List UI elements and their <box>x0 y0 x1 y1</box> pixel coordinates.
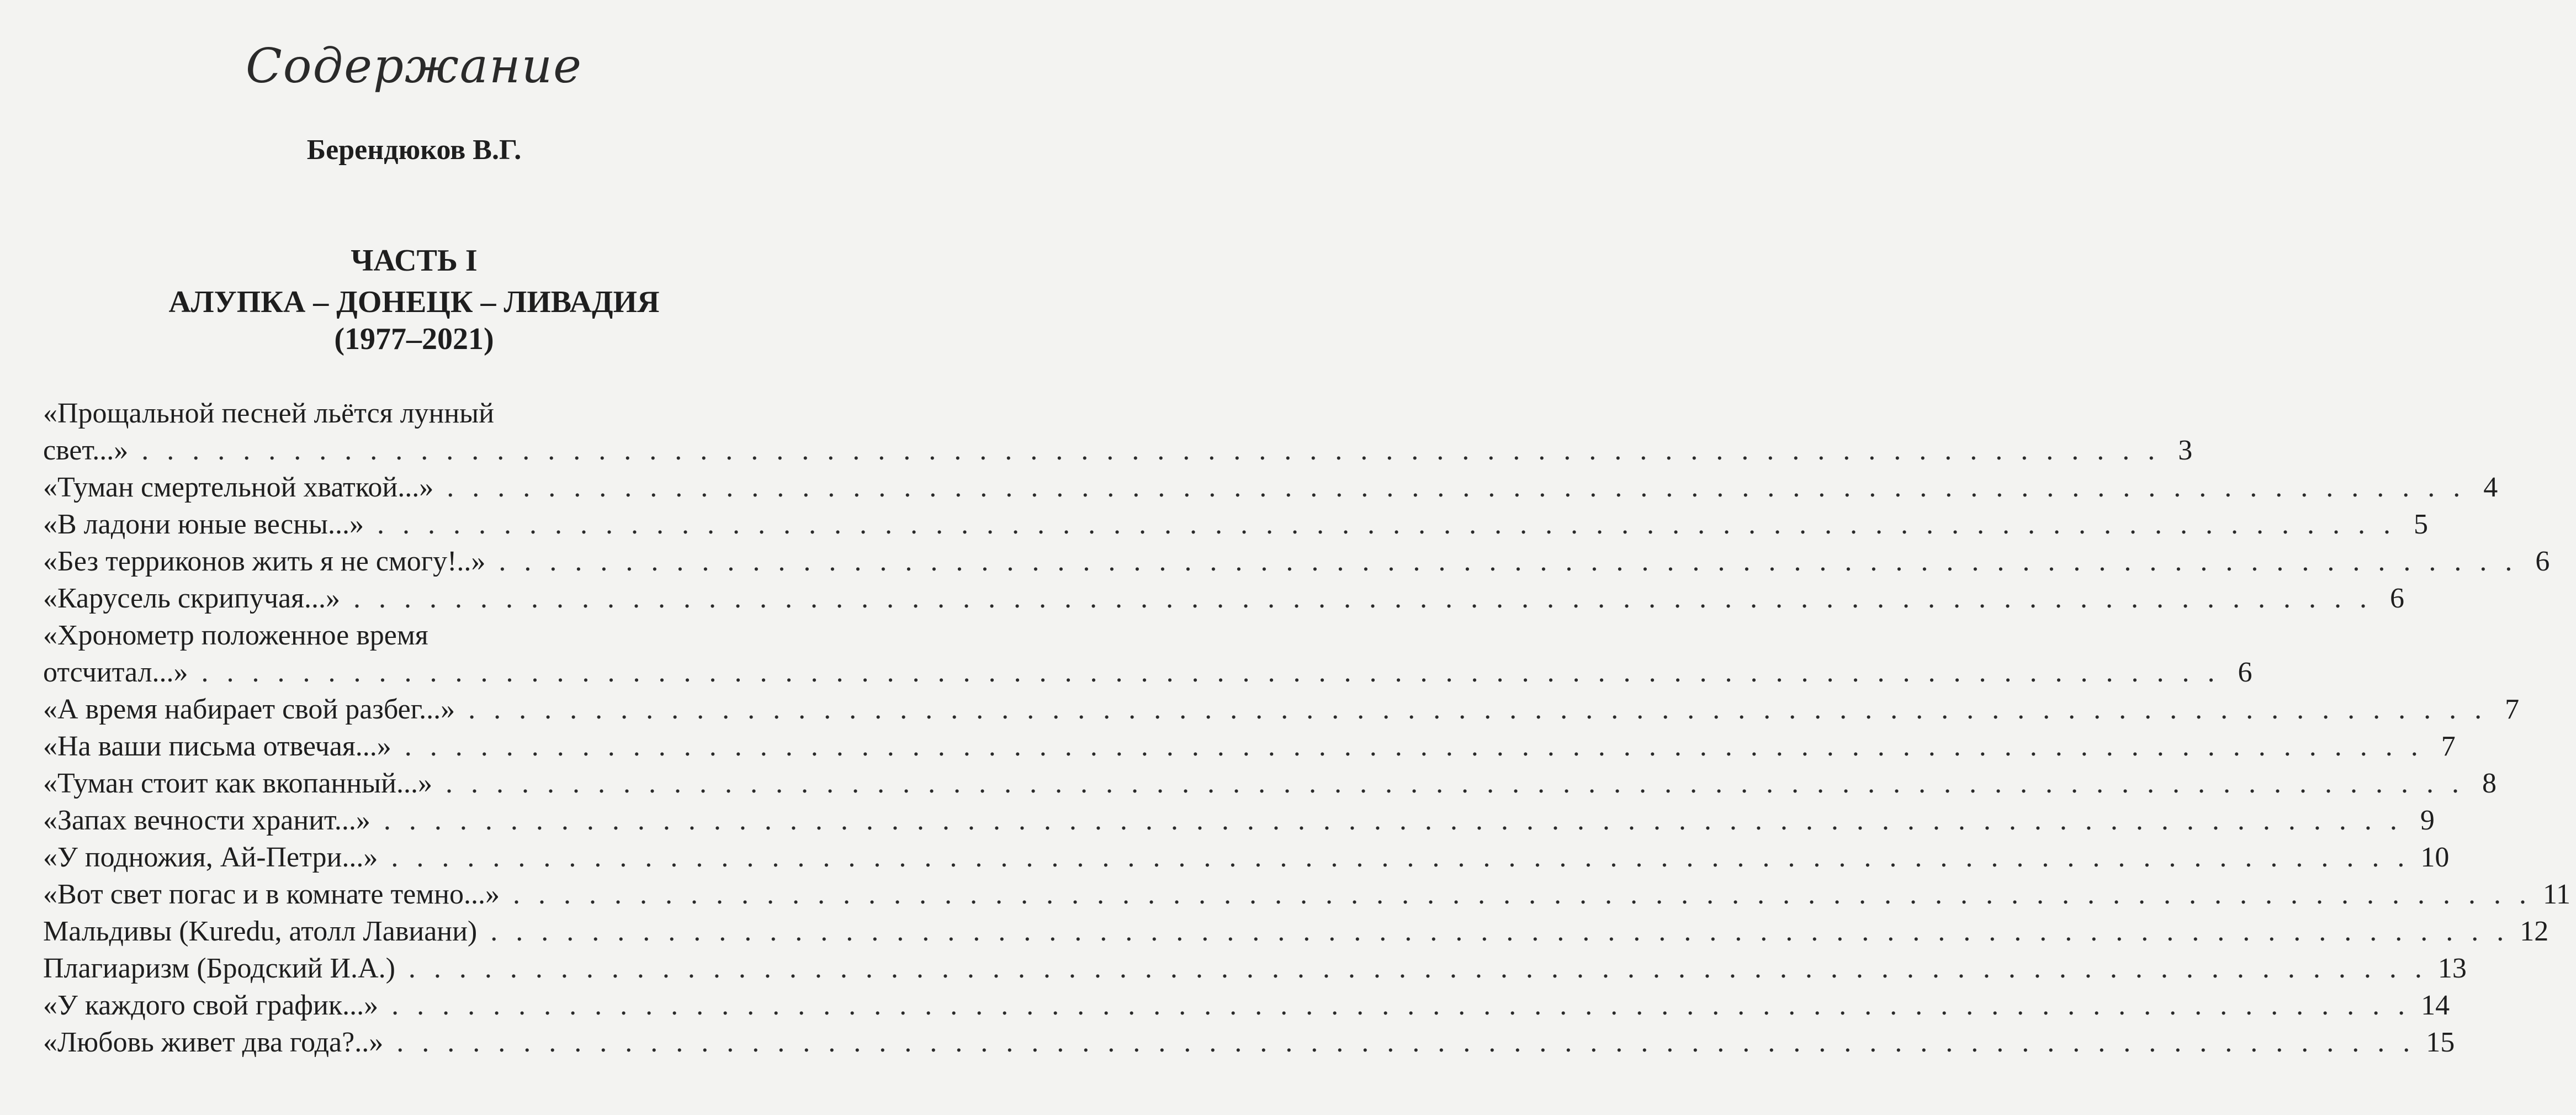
dot-leader: . . . . . . . . . . . . . . . . . . . . . . . . . . . . . . . . . . . . . . . . . . . . . . . . . . . . . . . . . . . . . . . . . . . . . . . . . . . . . . . . <box>201 657 2220 688</box>
toc-entry <box>43 913 2549 950</box>
toc-page-number: 12 <box>2520 916 2549 947</box>
dot-leader: . . . . . . . . . . . . . . . . . . . . . . . . . . . . . . . . . . . . . . . . . . . . . . . . . . . . . . . . . . . . . . . . . . . . . . . . . . . . . . . . <box>353 583 2373 614</box>
part-years: (1977–2021) <box>334 322 494 356</box>
toc-page-number: 5 <box>2414 509 2428 540</box>
toc-entry-title: «Карусель скрипучая...» <box>43 583 341 614</box>
toc-entry <box>43 691 2520 728</box>
toc-page-number: 10 <box>2420 842 2450 873</box>
toc-entry-title: Мальдивы (Kuredu, атолл Лавиани) <box>43 916 478 947</box>
toc-entry-line <box>43 1024 2455 1061</box>
toc-entry-line <box>43 654 2252 691</box>
toc-entry-line <box>43 802 2435 839</box>
toc-entry-title: «У каждого свой график...» <box>43 990 379 1021</box>
toc-entry-title: отсчитал...» <box>43 657 188 688</box>
toc-entry-line <box>43 765 2497 802</box>
part-label: ЧАСТЬ I <box>351 244 478 278</box>
dot-leader: . . . . . . . . . . . . . . . . . . . . . . . . . . . . . . . . . . . . . . . . . . . . . . . . . . . . . . . . . . . . . . . . . . . . . . . . . . . . . . . . <box>445 768 2464 799</box>
toc-entry <box>43 617 2252 691</box>
dot-leader: . . . . . . . . . . . . . . . . . . . . . . . . . . . . . . . . . . . . . . . . . . . . . . . . . . . . . . . . . . . . . . . . . . . . . . . . . . . . . . . . <box>391 842 2410 873</box>
toc-entry-title: «Без терриконов жить я не смогу!..» <box>43 546 486 577</box>
toc-entry-title: «Вот свет погас и в комнате темно...» <box>43 879 500 910</box>
toc-entry <box>43 506 2428 543</box>
toc-entry-line <box>43 876 2571 913</box>
toc-page-number: 4 <box>2483 472 2498 503</box>
dot-leader: . . . . . . . . . . . . . . . . . . . . . . . . . . . . . . . . . . . . . . . . . . . . . . . . . . . . . . . . . . . . . . . . . . . . . . . . . . . . . . . . <box>396 1027 2416 1058</box>
toc-entry-line <box>43 506 2428 543</box>
toc-entry <box>43 876 2571 913</box>
dot-leader: . . . . . . . . . . . . . . . . . . . . . . . . . . . . . . . . . . . . . . . . . . . . . . . . . . . . . . . . . . . . . . . . . . . . . . . . . . . . . . . . <box>490 916 2510 947</box>
toc-entry <box>43 1024 2455 1061</box>
toc-entry <box>43 469 2498 506</box>
toc-entry-line <box>43 913 2549 950</box>
toc-entry <box>43 765 2497 802</box>
toc-entry-title: «У подножия, Ай-Петри...» <box>43 842 378 873</box>
toc-entry-title: «Запах вечности хранит...» <box>43 805 370 836</box>
toc-entry-title: «В ладони юные весны...» <box>43 509 364 540</box>
toc-entry-title: «На ваши письма отвечая...» <box>43 731 391 762</box>
toc-entry-line <box>43 839 2450 876</box>
dot-leader: . . . . . . . . . . . . . . . . . . . . . . . . . . . . . . . . . . . . . . . . . . . . . . . . . . . . . . . . . . . . . . . . . . . . . . . . . . . . . . . . <box>499 546 2518 577</box>
toc-page-number: 8 <box>2482 768 2497 799</box>
toc-entry <box>43 728 2456 765</box>
toc-entry-title: «А время набирает свой разбег...» <box>43 694 455 725</box>
toc-page-number: 7 <box>2505 694 2520 725</box>
toc-entry-title: «Любовь живет два года?..» <box>43 1027 384 1058</box>
toc-entry-line <box>43 543 2550 580</box>
toc-entry-line <box>43 987 2450 1024</box>
toc-entry-title: «Туман стоит как вкопанный...» <box>43 768 432 799</box>
toc-entry-line <box>43 728 2456 765</box>
toc-page-number: 3 <box>2178 435 2193 466</box>
toc-page-number: 11 <box>2542 879 2571 910</box>
toc-page-number: 7 <box>2441 731 2456 762</box>
toc-entry-line <box>43 580 2405 617</box>
dot-leader: . . . . . . . . . . . . . . . . . . . . . . . . . . . . . . . . . . . . . . . . . . . . . . . . . . . . . . . . . . . . . . . . . . . . . . . . . . . . . . . . <box>377 509 2396 540</box>
toc-entry-title: Плагиаризм (Бродский И.А.) <box>43 953 395 984</box>
toc-page-number: 6 <box>2238 657 2252 688</box>
toc-entry-line <box>43 950 2467 987</box>
toc-entry-title: «Туман смертельной хваткой...» <box>43 472 434 503</box>
toc-entry-title-line1: «Хронометр положенное время <box>43 620 428 651</box>
dot-leader: . . . . . . . . . . . . . . . . . . . . . . . . . . . . . . . . . . . . . . . . . . . . . . . . . . . . . . . . . . . . . . . . . . . . . . . . . . . . . . . . <box>141 435 2161 466</box>
dot-leader: . . . . . . . . . . . . . . . . . . . . . . . . . . . . . . . . . . . . . . . . . . . . . . . . . . . . . . . . . . . . . . . . . . . . . . . . . . . . . . . . <box>513 879 2532 910</box>
toc-entry <box>43 839 2450 876</box>
table-of-contents <box>43 395 2571 1061</box>
author-name: Берендюков В.Г. <box>306 134 522 166</box>
toc-page-number: 6 <box>2535 546 2550 577</box>
toc-entry-title: свет...» <box>43 435 129 466</box>
toc-entry <box>43 987 2450 1024</box>
toc-page-number: 6 <box>2390 583 2405 614</box>
dot-leader: . . . . . . . . . . . . . . . . . . . . . . . . . . . . . . . . . . . . . . . . . . . . . . . . . . . . . . . . . . . . . . . . . . . . . . . . . . . . . . . . <box>404 731 2424 762</box>
toc-page-number: 9 <box>2420 805 2435 836</box>
toc-entry <box>43 580 2405 617</box>
dot-leader: . . . . . . . . . . . . . . . . . . . . . . . . . . . . . . . . . . . . . . . . . . . . . . . . . . . . . . . . . . . . . . . . . . . . . . . . . . . . . . . . <box>447 472 2466 503</box>
toc-entry <box>43 950 2467 987</box>
toc-page-number: 15 <box>2426 1027 2455 1058</box>
toc-entry <box>43 802 2435 839</box>
dot-leader: . . . . . . . . . . . . . . . . . . . . . . . . . . . . . . . . . . . . . . . . . . . . . . . . . . . . . . . . . . . . . . . . . . . . . . . . . . . . . . . . <box>408 953 2427 984</box>
toc-entry-title-line1: «Прощальной песней льётся лунный <box>43 398 494 429</box>
toc-page-number: 13 <box>2437 953 2467 984</box>
toc-entry <box>43 543 2550 580</box>
toc-entry-line <box>43 691 2520 728</box>
toc-page-number: 14 <box>2421 990 2450 1021</box>
dot-leader: . . . . . . . . . . . . . . . . . . . . . . . . . . . . . . . . . . . . . . . . . . . . . . . . . . . . . . . . . . . . . . . . . . . . . . . . . . . . . . . . <box>468 694 2488 725</box>
part-title: АЛУПКА – ДОНЕЦК – ЛИВАДИЯ <box>168 285 660 319</box>
toc-entry <box>43 395 2193 469</box>
contents-heading: Содержание <box>246 39 582 94</box>
toc-entry-line <box>43 469 2498 506</box>
dot-leader: . . . . . . . . . . . . . . . . . . . . . . . . . . . . . . . . . . . . . . . . . . . . . . . . . . . . . . . . . . . . . . . . . . . . . . . . . . . . . . . . <box>391 990 2411 1021</box>
toc-entry-line <box>43 432 2193 469</box>
dot-leader: . . . . . . . . . . . . . . . . . . . . . . . . . . . . . . . . . . . . . . . . . . . . . . . . . . . . . . . . . . . . . . . . . . . . . . . . . . . . . . . . <box>383 805 2403 836</box>
